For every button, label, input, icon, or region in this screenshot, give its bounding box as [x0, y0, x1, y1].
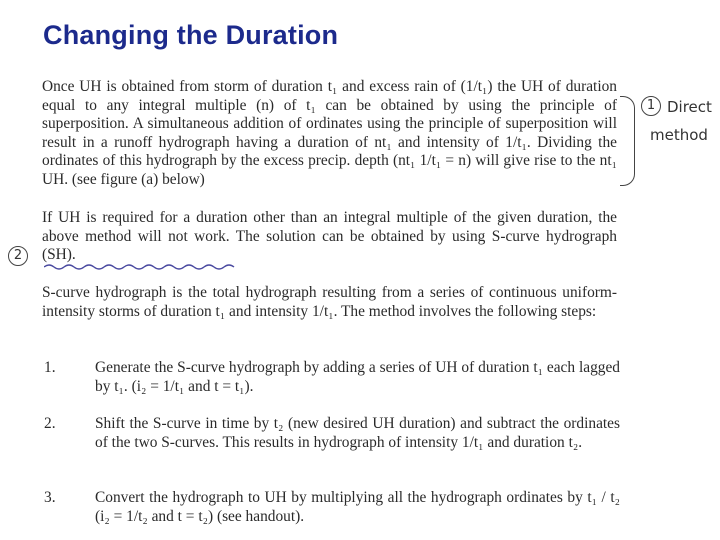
step-1-text: Generate the S-curve hydrograph by adding a series of UH of duration t₁ each lagged by t₁. (i₂ = 1/t₁ and t = t₁). [95, 359, 620, 395]
handwritten-circle-2: 2 [8, 246, 28, 266]
step-3-number: 3. [44, 489, 56, 506]
handwritten-circle-1: 1 [641, 96, 661, 116]
step-3-text: Convert the hydrograph to UH by multiplying all the hydrograph ordinates by t₁ / t₂ (i₂ = 1/t₂ and t = t₂) (see handout). [95, 489, 620, 525]
paragraph-direct-method: Once UH is obtained from storm of duration t₁ and excess rain of (1/t₁) the UH of duration equal to any integral multiple (n) of t₁ can be obtained by using the principle of superposition. A simultaneous addition of ordinates using the principle of superposition will result in a runoff hydrograph having a duration of nt₁ and intensity of 1/t₁. Dividing the ordinates of this hydrograph by the excess precip. depth (nt₁ 1/t₁ = n) will give rise to the nt₁ UH. (see figure (a) below) [42, 78, 617, 188]
step-2-text: Shift the S-curve in time by t₂ (new desired UH duration) and subtract the ordinates of the two S-curves. This results in hydrograph of intensity 1/t₁ and duration t₂. [95, 415, 620, 451]
step-1-number: 1. [44, 359, 56, 376]
paragraph-s-curve-intro: If UH is required for a duration other than an integral multiple of the given duration, the above method will not work. The solution can be obtained by using S-curve hydrograph (SH). [42, 209, 617, 264]
paragraph-s-curve-definition: S-curve hydrograph is the total hydrograph resulting from a series of continuous uniform-intensity storms of duration t₁ and intensity 1/t₁. The method involves the following steps: [42, 284, 617, 320]
handwritten-method-label: method [650, 126, 708, 144]
handwritten-direct-label: Direct [667, 98, 712, 116]
handwritten-brace [620, 96, 635, 186]
handwritten-underline-squiggle [44, 262, 244, 272]
page-title: Changing the Duration [43, 20, 339, 50]
step-2-number: 2. [44, 415, 56, 432]
